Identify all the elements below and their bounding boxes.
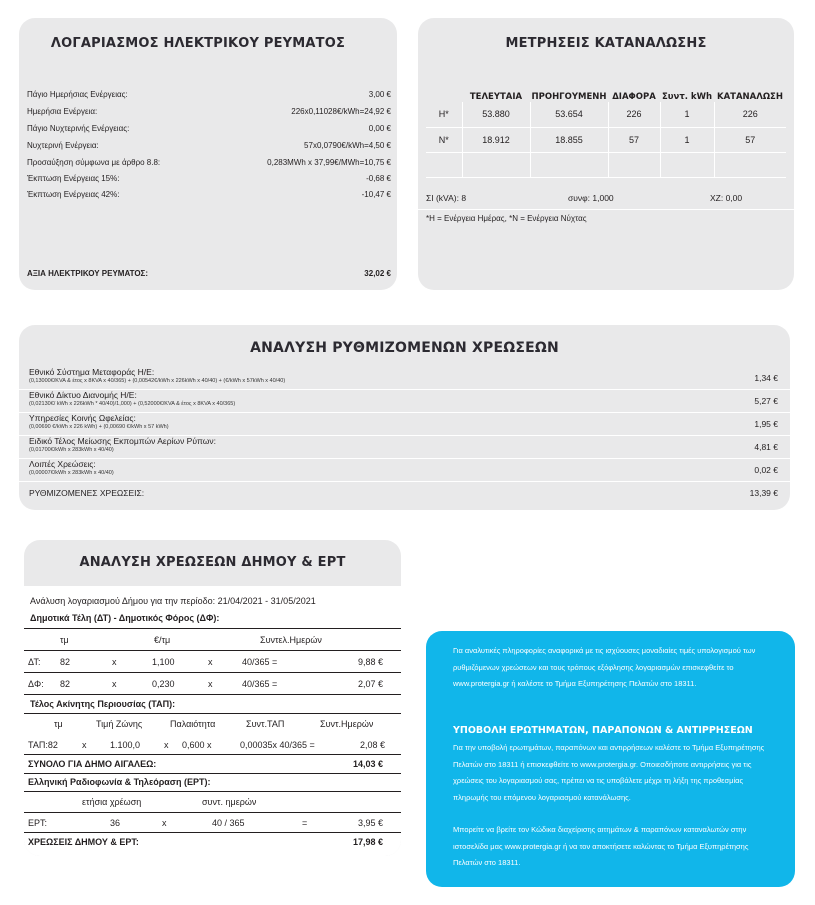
dt-col-sqm: τμ xyxy=(60,635,69,645)
list-item xyxy=(27,107,391,116)
df-sqm: 82 xyxy=(60,679,71,689)
electricity-row-value: 0,283MWh x 37,99€/MWh=10,75 € xyxy=(267,158,391,167)
tap-col-age: Παλαιότητα xyxy=(170,719,216,729)
ert-eq: = xyxy=(302,818,308,828)
xz-value: XZ: 0,00 xyxy=(710,193,743,203)
regulated-charges-panel xyxy=(19,325,790,510)
electricity-row-value: 3,00 € xyxy=(368,90,391,99)
meter-readings-panel xyxy=(418,18,794,290)
meter-cons: 57 xyxy=(714,127,786,152)
municipal-total-label: ΧΡΕΩΣΕΙΣ ΔΗΜΟΥ & ΕΡΤ: xyxy=(28,837,139,847)
ert-annual: 36 xyxy=(110,818,121,828)
electricity-row-value: 226x0,11028€/kWh=24,92 € xyxy=(291,107,391,116)
electricity-row-value: 0,00 € xyxy=(368,124,391,133)
dt-amount: 9,88 € xyxy=(357,657,383,667)
df-x2: x xyxy=(208,679,213,689)
municipal-period: Ανάλυση λογαριασμού Δήμου για την περίοδο: 21/04/2021 - 31/05/2021 xyxy=(30,596,316,606)
meter-last: 53.880 xyxy=(462,102,530,127)
municipal-total-value: 17,98 € xyxy=(352,837,383,847)
regulated-item-label: Ειδικό Τέλος Μείωσης Εκπομπών Αερίων Ρύπων: xyxy=(29,436,216,446)
tap-col-zone: Τιμή Ζώνης xyxy=(96,719,143,729)
meter-col-diff: ΔΙΑΦΟΡΑ xyxy=(612,92,656,102)
regulated-total-label: ΡΥΘΜΙΖΟΜΕΝΕΣ ΧΡΕΩΣΕΙΣ: xyxy=(29,488,145,498)
municipal-charges-panel xyxy=(24,540,401,856)
list-item xyxy=(27,174,391,183)
list-item xyxy=(29,459,778,476)
row-divider xyxy=(19,481,790,482)
df-label: ΔΦ: xyxy=(28,679,44,689)
regulated-item-amount: 4,81 € xyxy=(754,442,778,452)
regulated-item-amount: 1,95 € xyxy=(754,419,778,429)
electricity-row-value: -10,47 € xyxy=(361,190,391,199)
regulated-item-amount: 5,27 € xyxy=(754,396,778,406)
list-item xyxy=(29,367,778,384)
tap-col-sqm: τμ xyxy=(54,719,63,729)
meter-cons: 226 xyxy=(714,102,786,127)
municipal-subtotal-label: ΣΥΝΟΛΟ ΓΙΑ ΔΗΜΟ ΑΙΓΑΛΕΩ: xyxy=(28,759,157,769)
tap-age: 0,600 x xyxy=(182,740,212,750)
list-item xyxy=(27,158,391,167)
meter-prev: 53.654 xyxy=(530,102,608,127)
meter-col-cons: ΚΑΤΑΝΑΛΩΣΗ xyxy=(717,92,783,102)
dt-col-days: Συντελ.Ημερών xyxy=(260,635,322,645)
list-item xyxy=(29,390,778,407)
regulated-item-label: Εθνικό Δίκτυο Διανομής Η/Ε: xyxy=(29,390,137,400)
electricity-bill-panel xyxy=(19,18,397,290)
electricity-row-label: Πάγιο Νυχτερινής Ενέργειας: xyxy=(27,124,130,133)
df-amount: 2,07 € xyxy=(357,679,383,689)
electricity-total-value: 32,02 € xyxy=(364,269,391,278)
tap-zone: 1.100,0 xyxy=(110,740,141,750)
electricity-row-label: Έκπτωση Ενέργειας 42%: xyxy=(27,190,120,199)
dt-x1: x xyxy=(112,657,117,667)
regulated-item-label: Εθνικό Σύστημα Μεταφοράς Η/Ε: xyxy=(29,367,155,377)
list-item xyxy=(29,436,778,453)
list-item xyxy=(27,141,391,150)
info-paragraph-2: Για την υποβολή ερωτημάτων, παραπόνων και αντιρρήσεων καλέστε το Τμήμα Εξυπηρέτησης Πελατών στο 18311 ή επισκεφθείτε το www.protergia.gr. Οποιεσδήποτε αντιρρήσεις για τις χρεώσεις του λογαριασμού σας, πρέπει να τις υποβάλετε μέχρι τη λήξη της προθεσμίας πληρωμής του επόμενου λογαριασμού κατανάλωσης. xyxy=(453,743,765,802)
dt-sqm: 82 xyxy=(60,657,71,667)
municipal-title: ΑΝΑΛΥΣΗ ΧΡΕΩΣΕΩΝ ΔΗΜΟΥ & ΕΡΤ xyxy=(79,555,346,570)
meter-coef: 1 xyxy=(660,102,714,127)
ert-label: ΕΡΤ: xyxy=(28,818,48,828)
electricity-row-value: 57x0,0790€/kWh=4,50 € xyxy=(304,141,391,150)
table-row xyxy=(426,152,786,177)
electricity-row-label: Ημερήσια Ενέργεια: xyxy=(27,107,98,116)
dt-rate: 1,100 xyxy=(152,657,175,667)
electricity-row-label: Νυχτερινή Ενέργεια: xyxy=(27,141,99,150)
tap-label: ΤΑΠ:82 xyxy=(28,740,58,750)
dt-x2: x xyxy=(208,657,213,667)
list-item xyxy=(27,190,391,199)
table-row xyxy=(426,127,786,152)
electricity-total-row xyxy=(27,269,391,278)
meter-last: 18.912 xyxy=(462,127,530,152)
meter-note: *Η = Ενέργεια Ημέρας, *Ν = Ενέργεια Νύχτας xyxy=(426,214,587,223)
municipal-body xyxy=(24,586,401,856)
electricity-row-label: Προσαύξηση σύμφωνα με άρθρο 8.8: xyxy=(27,158,161,167)
electricity-row-label: Έκπτωση Ενέργειας 15%: xyxy=(27,174,120,183)
regulated-item-formula: (0,00007€/kWh x 283kWh x 40/40) xyxy=(29,470,114,476)
electricity-total-label: ΑΞΙΑ ΗΛΕΚΤΡΙΚΟΥ ΡΕΥΜΑΤΟΣ: xyxy=(27,269,149,278)
meter-col-prev: ΠΡΟΗΓΟΥΜΕΝΗ xyxy=(531,92,607,102)
info-paragraph-3: Μπορείτε να βρείτε τον Κώδικα διαχείρισης αιτημάτων & παραπόνων καταναλωτών στην ιστοσελίδα μας www.protergia.gr ή να τον αποκτήσετε καλώντας το Τμήμα Εξυπηρέτησης Πελατών στο 18311. xyxy=(453,825,749,867)
tap-amount: 2,08 € xyxy=(359,740,385,750)
meter-col-last: ΤΕΛΕΥΤΑΙΑ xyxy=(469,92,523,102)
dt-days: 40/365 = xyxy=(242,657,278,667)
list-item xyxy=(27,90,391,99)
regulated-title: ΑΝΑΛΥΣΗ ΡΥΘΜΙΖΟΜΕΝΩΝ ΧΡΕΩΣΕΩΝ xyxy=(250,340,559,356)
df-days: 40/365 = xyxy=(242,679,278,689)
meter-prev: 18.855 xyxy=(530,127,608,152)
meter-col-coef: Συντ. kWh xyxy=(661,92,713,102)
meter-diff: 226 xyxy=(608,102,660,127)
regulated-item-amount: 0,02 € xyxy=(754,465,778,475)
meter-diff: 57 xyxy=(608,127,660,152)
df-x1: x xyxy=(112,679,117,689)
tap-col-days: Συντ.Ημερών xyxy=(320,719,374,729)
ert-heading: Ελληνική Ραδιοφωνία & Τηλεόραση (ΕΡΤ): xyxy=(28,777,211,787)
regulated-total-value: 13,39 € xyxy=(749,488,778,498)
meter-code: Ν* xyxy=(426,127,462,152)
electricity-row-label: Πάγιο Ημερήσιας Ενέργειας: xyxy=(27,90,128,99)
dt-label: ΔΤ: xyxy=(28,657,41,667)
regulated-item-label: Υπηρεσίες Κοινής Ωφελείας: xyxy=(29,413,136,423)
regulated-item-label: Λοιπές Χρεώσεις: xyxy=(29,459,96,469)
electricity-row-value: -0,68 € xyxy=(366,174,391,183)
ert-col-days: συντ. ημερών xyxy=(202,797,257,807)
meter-code: Η* xyxy=(426,102,462,127)
regulated-item-formula: (0,13000€/KVA & έτος x 8KVA x 40/365) + (0,00542€/kWh x 226kWh x 40/40) + (€/kWh x 57kWh x 40/40) xyxy=(29,378,286,384)
meter-header-row xyxy=(426,82,786,102)
regulated-item-formula: (0,02130€/ kWh x 226kWh * 40/40)/1,000) + (0,52000€/KVA & έτος x 8KVA x 40/365) xyxy=(29,401,236,407)
cosphi-value: συνφ: 1,000 xyxy=(568,193,614,203)
tap-coef: 0,00035x 40/365 = xyxy=(240,740,315,750)
tap-x1: x xyxy=(82,740,87,750)
tap-heading: Τέλος Ακίνητης Περιουσίας (ΤΑΠ): xyxy=(30,699,176,709)
electricity-title: ΛΟΓΑΡΙΑΣΜΟΣ ΗΛΕΚΤΡΙΚΟΥ ΡΕΥΜΑΤΟΣ xyxy=(50,36,346,51)
municipal-subtotal-value: 14,03 € xyxy=(352,759,383,769)
regulated-item-formula: (0,01700€/kWh x 283kWh x 40/40) xyxy=(29,447,114,453)
si-value: ΣΙ (kVA): 8 xyxy=(426,193,467,203)
regulated-item-formula: (0,00690 €/kWh x 226 kWh) + (0,00690 €/kWh x 57 kWh) xyxy=(29,424,169,430)
dt-col-rate: €/τμ xyxy=(154,635,171,645)
meter-coef: 1 xyxy=(660,127,714,152)
regulated-total-row xyxy=(29,488,778,498)
ert-x: x xyxy=(162,818,167,828)
table-row xyxy=(426,102,786,127)
tap-x2: x xyxy=(164,740,169,750)
tap-col-coef: Συντ.ΤΑΠ xyxy=(246,719,285,729)
ert-col-annual: ετήσια χρέωση xyxy=(82,797,142,807)
ert-days: 40 / 365 xyxy=(212,818,245,828)
info-heading: ΥΠΟΒΟΛΗ ΕΡΩΤΗΜΑΤΩΝ, ΠΑΡΑΠΟΝΩΝ & ΑΝΤΙΡΡΗΣΕΩΝ xyxy=(453,725,753,736)
list-item xyxy=(29,413,778,430)
meter-table xyxy=(426,82,786,178)
df-rate: 0,230 xyxy=(152,679,175,689)
list-item xyxy=(27,124,391,133)
dt-heading: Δημοτικά Τέλη (ΔΤ) - Δημοτικός Φόρος (ΔΦ): xyxy=(30,613,220,623)
regulated-item-amount: 1,34 € xyxy=(754,373,778,383)
info-paragraph-1: Για αναλυτικές πληροφορίες αναφορικά με τις ισχύουσες μοναδιαίες τιμές υπολογισμού των ρυθμιζόμενων χρεώσεων και τους τρόπους εξόφλησης λογαριασμών επισκεφθείτε το www.protergia.gr ή καλέστε το Τμήμα Εξυπηρέτησης Πελατών στο 18311. xyxy=(453,646,756,688)
ert-amount: 3,95 € xyxy=(357,818,383,828)
meters-title: ΜΕΤΡΗΣΕΙΣ ΚΑΤΑΝΑΛΩΣΗΣ xyxy=(505,36,707,51)
info-panel xyxy=(426,631,795,887)
